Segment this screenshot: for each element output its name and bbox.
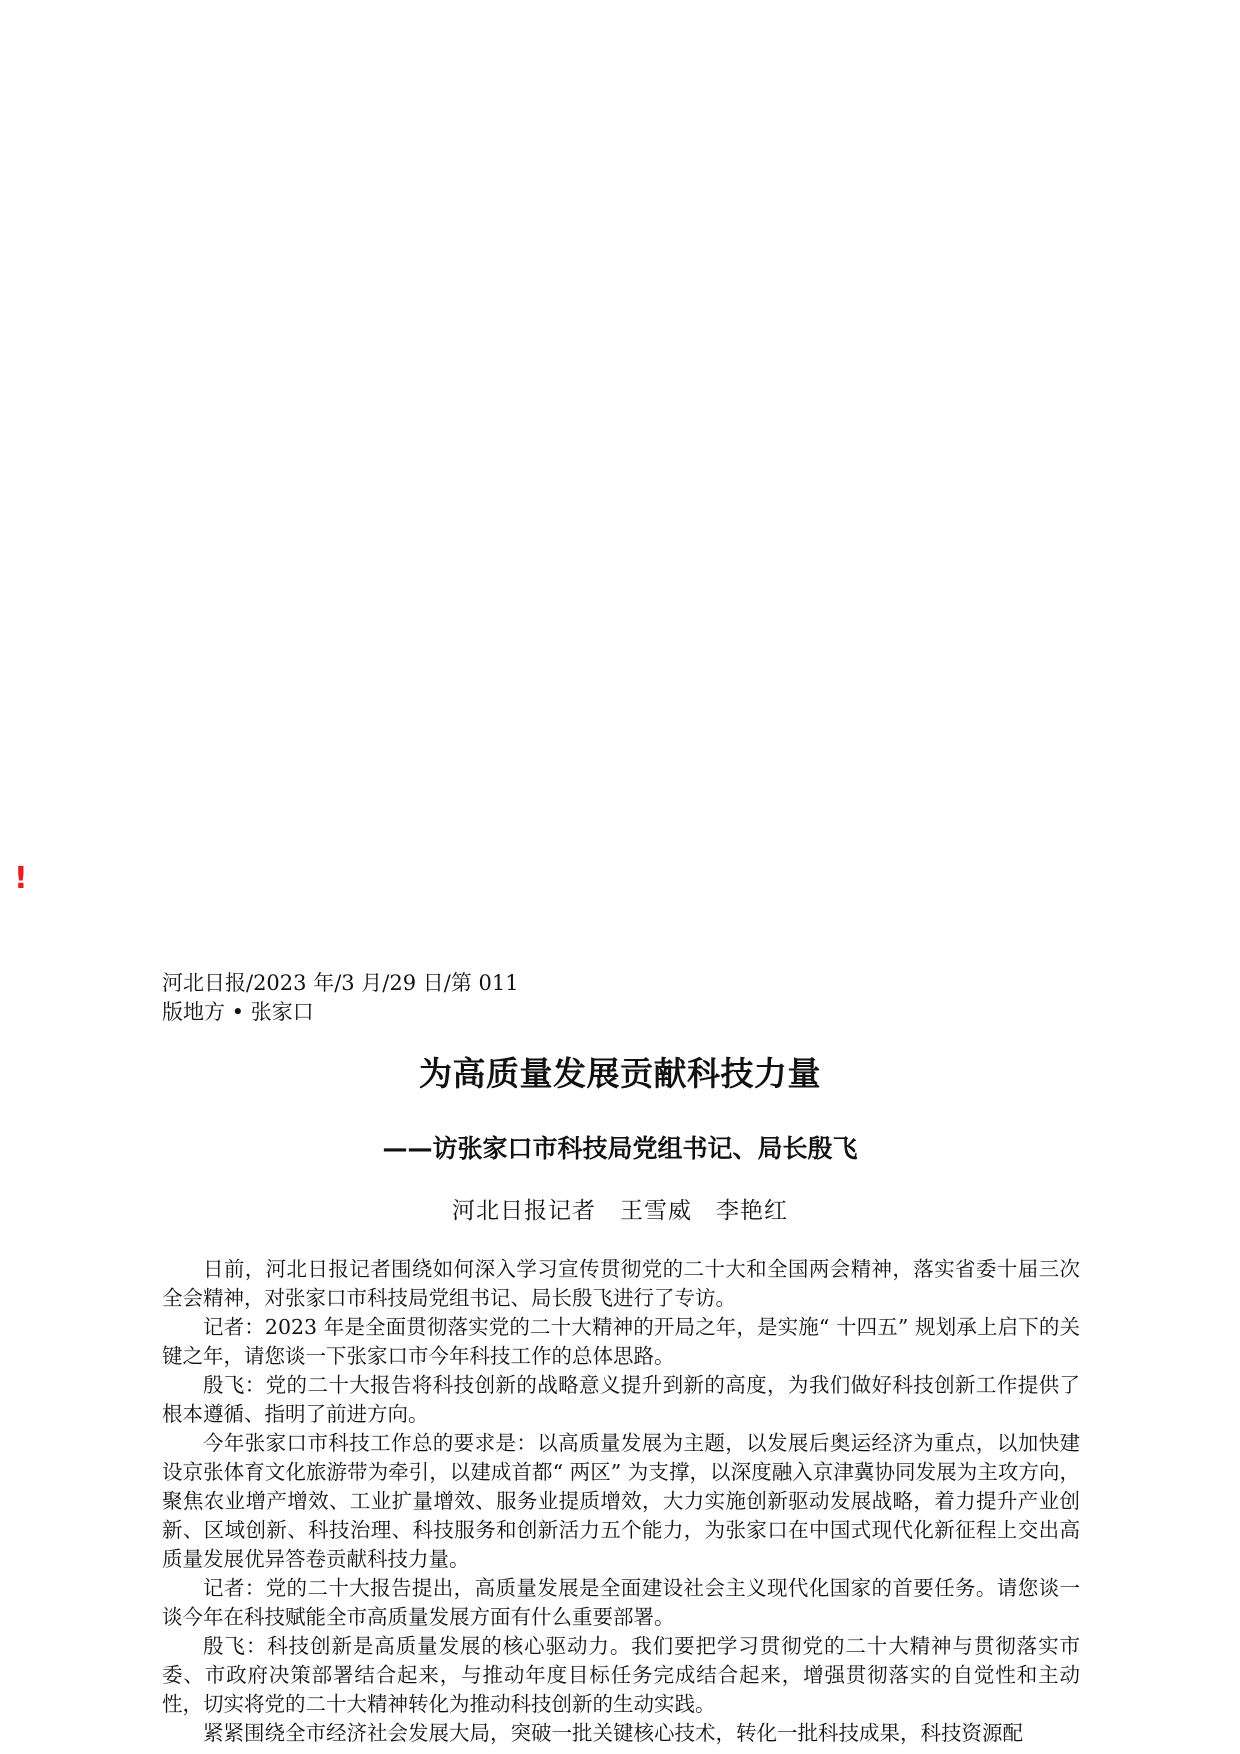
paragraph-answer-1-detail: 今年张家口市科技工作总的要求是：以高质量发展为主题，以发展后奥运经济为重点，以加快建设京张体育文化旅游带为牵引，以建成首都“ 两区” 为支撑，以深度融入京津冀协同发展为主攻方向，聚焦农业增产增效、工业扩量增效、服务业提质增效，大力实施创新驱动发展战略，着力提升产业创新、区域创新、科技治理、科技服务和创新活力五个能力，为张家口在中国式现代化新征程上交出高质量发展优异答卷贡献科技力量。 [162, 1431, 1080, 1571]
paragraph-intro: 日前，河北日报记者围绕如何深入学习宣传贯彻党的二十大和全国两会精神，落实省委十届三次全会精神，对张家口市科技局党组书记、局长殷飞进行了专访。 [162, 1257, 1080, 1310]
source-citation [162, 969, 862, 1027]
paragraph-answer-2-detail: 紧紧围绕全市经济社会发展大局，突破一批关键核心技术，转化一批科技成果，科技资源配 [203, 1721, 1023, 1745]
article-title: 为高质量发展贡献科技力量 [419, 1054, 821, 1093]
article-byline: 河北日报记者 王雪威 李艳红 [452, 1198, 788, 1224]
paragraph-question-1: 记者：2023 年是全面贯彻落实党的二十大精神的开局之年，是实施“ 十四五” 规划承上启下的关键之年，请您谈一下张家口市今年科技工作的总体思路。 [162, 1315, 1080, 1368]
paragraph-question-2: 记者：党的二十大报告提出，高质量发展是全面建设社会主义现代化国家的首要任务。请您谈一谈今年在科技赋能全市高质量发展方面有什么重要部署。 [162, 1576, 1080, 1629]
paragraph-answer-2: 殷飞：科技创新是高质量发展的核心驱动力。我们要把学习贯彻党的二十大精神与贯彻落实市委、市政府决策部署结合起来，与推动年度目标任务完成结合起来，增强贯彻落实的自觉性和主动性，切实将党的二十大精神转化为推动科技创新的生动实践。 [162, 1634, 1080, 1716]
source-line-1: 河北日报/2023 年/3 月/29 日/第 011 [162, 971, 519, 995]
article-subtitle: ——访张家口市科技局党组书记、局长殷飞 [382, 1134, 858, 1163]
paragraph-answer-1: 殷飞：党的二十大报告将科技创新的战略意义提升到新的高度，为我们做好科技创新工作提供了根本遵循、指明了前进方向。 [162, 1373, 1080, 1426]
exclamation-flag-icon: ! [14, 861, 28, 896]
article-body [162, 1255, 1080, 1748]
source-line-2: 版地方 • 张家口 [162, 1000, 314, 1024]
